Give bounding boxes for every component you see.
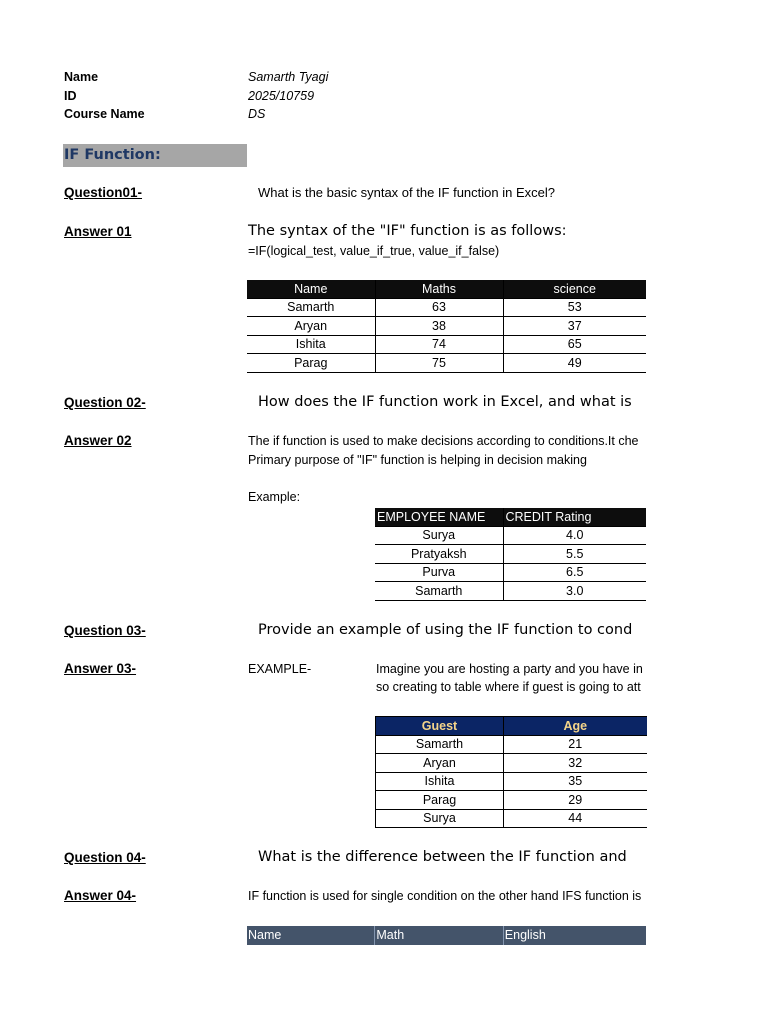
id-label: ID xyxy=(64,89,77,103)
answer-03-label: Answer 03- xyxy=(64,661,137,676)
table-cell: 6.5 xyxy=(503,563,646,582)
table-header-row xyxy=(247,280,646,298)
header-math: Math xyxy=(375,926,503,945)
table-cell: 49 xyxy=(503,354,646,373)
table-cell: 53 xyxy=(503,298,646,317)
table-cell: 75 xyxy=(375,354,503,373)
header-employee-name: EMPLOYEE NAME xyxy=(375,508,503,526)
ifs-table-header xyxy=(247,926,646,945)
course-label: Course Name xyxy=(64,107,145,121)
question-02-label: Question 02- xyxy=(64,395,146,410)
table-cell: Parag xyxy=(376,791,504,810)
table-cell: Aryan xyxy=(247,317,375,336)
answer-01-label: Answer 01 xyxy=(64,224,132,239)
table-row xyxy=(247,298,646,317)
answer-01-line1: The syntax of the "IF" function is as follows: xyxy=(248,223,567,239)
table-cell: 44 xyxy=(504,809,647,828)
table-row xyxy=(376,791,647,810)
table-cell: Ishita xyxy=(376,772,504,791)
question-03-text: Provide an example of using the IF function to cond xyxy=(258,622,633,638)
name-label: Name xyxy=(64,70,99,84)
table-row xyxy=(375,526,646,545)
header-age: Age xyxy=(504,717,647,736)
table-cell: Surya xyxy=(376,809,504,828)
question-01-text: What is the basic syntax of the IF function in Excel? xyxy=(258,185,555,200)
table-row xyxy=(376,809,647,828)
table-cell: Samarth xyxy=(375,582,503,601)
question-03-label: Question 03- xyxy=(64,623,146,638)
table-cell: 65 xyxy=(503,335,646,354)
table-cell: Ishita xyxy=(247,335,375,354)
table-cell: Pratyaksh xyxy=(375,545,503,564)
table-cell: Surya xyxy=(375,526,503,545)
table-row xyxy=(376,735,647,754)
table-cell: 4.0 xyxy=(503,526,646,545)
table-header-row xyxy=(376,717,647,736)
answer-04-line1: IF function is used for single condition on the other hand IFS function is xyxy=(248,889,642,903)
table-cell: 74 xyxy=(375,335,503,354)
header-name: Name xyxy=(247,280,375,298)
table-cell: Parag xyxy=(247,354,375,373)
question-02-text: How does the IF function work in Excel, and what is xyxy=(258,394,632,410)
table-header-row xyxy=(375,508,646,526)
marks-table xyxy=(247,280,646,373)
table-cell: 37 xyxy=(503,317,646,336)
header-maths: Maths xyxy=(375,280,503,298)
answer-03-line1: Imagine you are hosting a party and you have in xyxy=(376,662,643,676)
answer-02-label: Answer 02 xyxy=(64,433,132,448)
section-title: IF Function: xyxy=(63,144,247,167)
table-cell: 29 xyxy=(504,791,647,810)
table-row xyxy=(247,317,646,336)
question-01-label: Question01- xyxy=(64,185,143,200)
table-cell: 3.0 xyxy=(503,582,646,601)
credit-rating-table xyxy=(375,508,646,601)
table-cell: Samarth xyxy=(247,298,375,317)
answer-02-line1: The if function is used to make decisions according to conditions.It che xyxy=(248,434,639,448)
header-guest: Guest xyxy=(376,717,504,736)
guest-age-table xyxy=(375,716,647,828)
table-row xyxy=(375,545,646,564)
header-credit-rating: CREDIT Rating xyxy=(503,508,646,526)
answer-04-label: Answer 04- xyxy=(64,888,137,903)
answer-02-line2: Primary purpose of "IF" function is helping in decision making xyxy=(248,453,587,467)
table-row xyxy=(375,563,646,582)
table-cell: Samarth xyxy=(376,735,504,754)
answer-01-line2: =IF(logical_test, value_if_true, value_if_false) xyxy=(248,244,500,258)
example-03-label: EXAMPLE- xyxy=(248,662,312,676)
table-cell: 32 xyxy=(504,754,647,773)
table-row xyxy=(247,354,646,373)
question-04-label: Question 04- xyxy=(64,850,146,865)
name-value: Samarth Tyagi xyxy=(248,70,329,84)
table-cell: 5.5 xyxy=(503,545,646,564)
table-row xyxy=(376,754,647,773)
table-row xyxy=(247,335,646,354)
table-cell: 21 xyxy=(504,735,647,754)
header-english: English xyxy=(504,928,546,942)
table-cell: 63 xyxy=(375,298,503,317)
table-row xyxy=(376,772,647,791)
table-cell: 35 xyxy=(504,772,647,791)
example-label: Example: xyxy=(248,490,301,504)
table-cell: Aryan xyxy=(376,754,504,773)
table-cell: 38 xyxy=(375,317,503,336)
header-science: science xyxy=(503,280,646,298)
answer-03-line2: so creating to table where if guest is going to att xyxy=(376,680,641,694)
table-row xyxy=(375,582,646,601)
question-04-text: What is the difference between the IF function and xyxy=(258,849,627,865)
course-value: DS xyxy=(248,107,266,121)
header-name: Name xyxy=(247,926,375,945)
id-value: 2025/10759 xyxy=(248,89,315,103)
table-cell: Purva xyxy=(375,563,503,582)
